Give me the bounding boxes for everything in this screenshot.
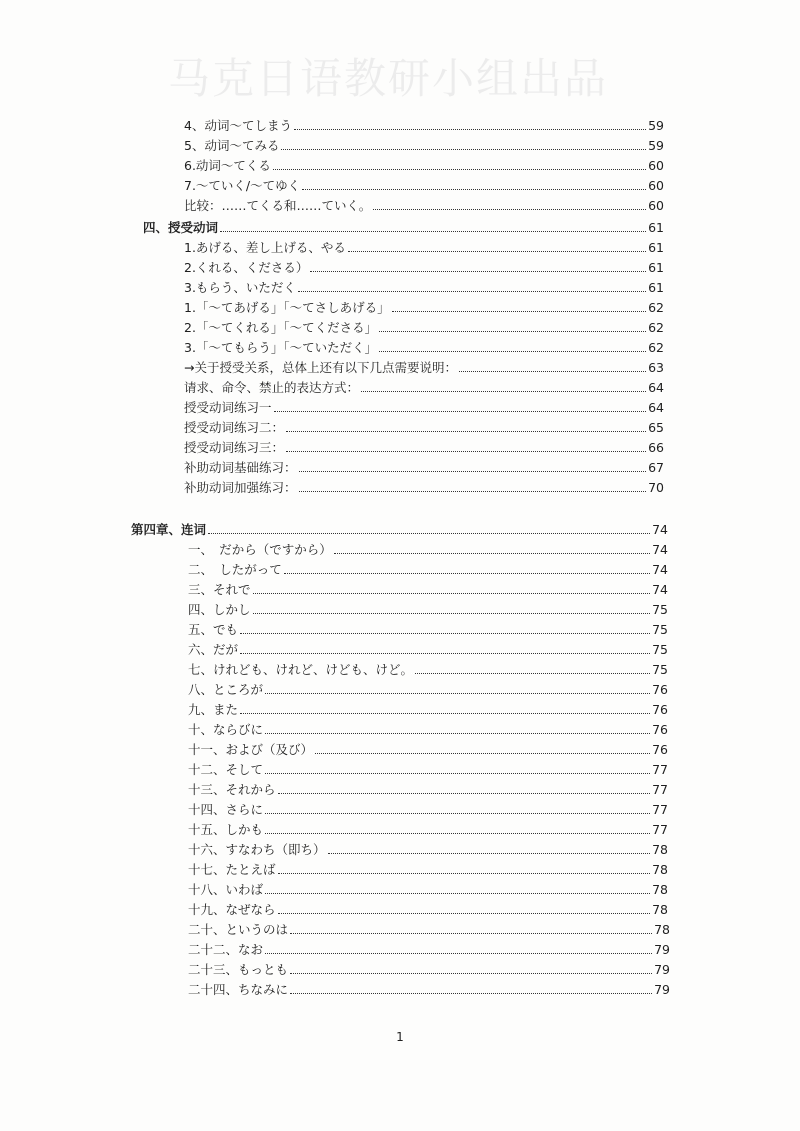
toc-entry bbox=[184, 436, 664, 456]
toc-entry-page: 62 bbox=[648, 320, 664, 335]
toc-entry-page: 78 bbox=[652, 862, 668, 877]
toc-entry bbox=[184, 476, 664, 496]
toc-dot-leader bbox=[253, 593, 651, 594]
toc-dot-leader bbox=[294, 129, 646, 130]
toc-entry bbox=[188, 778, 668, 798]
toc-entry-label: 2.「～てくれる」「～てくださる」 bbox=[184, 320, 378, 335]
toc-entry bbox=[188, 738, 668, 758]
toc-entry-page: 78 bbox=[654, 922, 670, 937]
toc-dot-leader bbox=[290, 973, 652, 974]
toc-entry-label: 7.～ていく/～てゆく bbox=[184, 178, 301, 193]
toc-entry-label: 二十四、ちなみに bbox=[188, 982, 289, 997]
toc-entry-page: 62 bbox=[648, 340, 664, 355]
toc-dot-leader bbox=[290, 933, 652, 934]
toc-entry-label: 3.「～てもらう」「～ていただく」 bbox=[184, 340, 378, 355]
toc-entry-page: 79 bbox=[654, 982, 670, 997]
toc-entry-page: 61 bbox=[648, 260, 664, 275]
toc-entry bbox=[184, 396, 664, 416]
toc-entry bbox=[188, 598, 668, 618]
toc-entry-page: 74 bbox=[652, 522, 668, 537]
toc-dot-leader bbox=[373, 209, 646, 210]
toc-dot-leader bbox=[278, 873, 651, 874]
toc-entry-label: 二十、というのは bbox=[188, 922, 289, 937]
toc-dot-leader bbox=[265, 813, 650, 814]
toc-entry-label: 第四章、连词 bbox=[131, 522, 207, 537]
toc-dot-leader bbox=[265, 953, 652, 954]
toc-entry bbox=[184, 376, 664, 396]
toc-entry-page: 65 bbox=[648, 420, 664, 435]
toc-dot-leader bbox=[240, 713, 650, 714]
toc-entry-label: 十二、そして bbox=[188, 762, 264, 777]
toc-dot-leader bbox=[298, 291, 646, 292]
toc-entry bbox=[188, 818, 668, 838]
toc-entry-page: 79 bbox=[654, 962, 670, 977]
toc-entry bbox=[188, 898, 668, 918]
toc-dot-leader bbox=[265, 773, 650, 774]
toc-entry bbox=[188, 558, 668, 578]
toc-entry-label: 十五、しかも bbox=[188, 822, 264, 837]
toc-entry bbox=[184, 256, 664, 276]
toc-entry-label: 十九、なぜなら bbox=[188, 902, 276, 917]
toc-entry-page: 67 bbox=[648, 460, 664, 475]
toc-entry bbox=[184, 174, 664, 194]
toc-entry bbox=[188, 878, 668, 898]
toc-entry-label: 十一、および（及び） bbox=[188, 742, 314, 757]
toc-entry-page: 78 bbox=[652, 902, 668, 917]
toc-entry-label: 比较：……てくる和……ていく。 bbox=[184, 198, 372, 213]
toc-dot-leader bbox=[459, 371, 646, 372]
toc-entry bbox=[188, 758, 668, 778]
toc-entry-label: →关于授受关系，总体上还有以下几点需要说明： bbox=[184, 360, 457, 375]
toc-dot-leader bbox=[379, 351, 646, 352]
toc-entry bbox=[188, 958, 670, 978]
toc-dot-leader bbox=[284, 573, 650, 574]
watermark-text: 马克日语教研小组出品 bbox=[168, 54, 609, 103]
toc-entry-page: 64 bbox=[648, 400, 664, 415]
toc-entry-label: 4、动词～てしまう bbox=[184, 118, 292, 133]
toc-entry-label: 请求、命令、禁止的表达方式： bbox=[184, 380, 360, 395]
toc-entry-label: 二十三、もっとも bbox=[188, 962, 289, 977]
toc-entry bbox=[188, 638, 668, 658]
toc-entry-label: 1.「～てあげる」「～てさしあげる」 bbox=[184, 300, 390, 315]
toc-dot-leader bbox=[274, 411, 647, 412]
toc-entry bbox=[188, 938, 670, 958]
toc-entry-page: 74 bbox=[652, 562, 668, 577]
toc-dot-leader bbox=[302, 189, 646, 190]
toc-entry bbox=[188, 798, 668, 818]
toc-dot-leader bbox=[265, 733, 650, 734]
toc-entry bbox=[188, 918, 670, 938]
toc-entry bbox=[131, 518, 668, 538]
toc-entry-label: 一、 だから（ですから） bbox=[188, 542, 332, 557]
toc-entry bbox=[188, 538, 668, 558]
toc-entry-page: 75 bbox=[652, 662, 668, 677]
toc-entry-page: 62 bbox=[648, 300, 664, 315]
toc-entry-label: 九、また bbox=[188, 702, 239, 717]
toc-entry-page: 59 bbox=[648, 118, 664, 133]
toc-dot-leader bbox=[208, 533, 650, 534]
toc-entry-label: 补助动词基础练习： bbox=[184, 460, 297, 475]
toc-dot-leader bbox=[265, 893, 650, 894]
toc-entry-page: 59 bbox=[648, 138, 664, 153]
toc-entry-label: 四、しかし bbox=[188, 602, 251, 617]
toc-entry-label: 十、ならびに bbox=[188, 722, 264, 737]
toc-entry-page: 61 bbox=[648, 280, 664, 295]
toc-entry-page: 61 bbox=[648, 220, 664, 235]
toc-entry bbox=[143, 216, 664, 236]
toc-entry bbox=[184, 316, 664, 336]
toc-entry-page: 78 bbox=[652, 842, 668, 857]
toc-entry bbox=[188, 718, 668, 738]
toc-entry-label: 二十二、なお bbox=[188, 942, 264, 957]
toc-dot-leader bbox=[240, 653, 650, 654]
toc-entry bbox=[184, 416, 664, 436]
toc-entry-label: 2.くれる、くださる） bbox=[184, 260, 309, 275]
toc-entry-page: 78 bbox=[652, 882, 668, 897]
toc-entry-label: 补助动词加强练习： bbox=[184, 480, 297, 495]
toc-dot-leader bbox=[286, 451, 646, 452]
toc-dot-leader bbox=[328, 853, 651, 854]
toc-entry-page: 66 bbox=[648, 440, 664, 455]
toc-dot-leader bbox=[348, 251, 646, 252]
toc-dot-leader bbox=[220, 231, 646, 232]
toc-entry bbox=[188, 658, 668, 678]
toc-entry bbox=[184, 296, 664, 316]
toc-entry-page: 76 bbox=[652, 702, 668, 717]
toc-entry-page: 76 bbox=[652, 682, 668, 697]
toc-dot-leader bbox=[278, 793, 651, 794]
toc-entry bbox=[188, 858, 668, 878]
toc-dot-leader bbox=[299, 471, 647, 472]
toc-entry-page: 79 bbox=[654, 942, 670, 957]
toc-entry-label: 三、それで bbox=[188, 582, 251, 597]
toc-dot-leader bbox=[310, 271, 646, 272]
toc-entry bbox=[188, 698, 668, 718]
toc-entry-label: 四、授受动词 bbox=[143, 220, 219, 235]
toc-entry bbox=[184, 456, 664, 476]
toc-entry-page: 64 bbox=[648, 380, 664, 395]
toc-entry-page: 75 bbox=[652, 602, 668, 617]
toc-dot-leader bbox=[361, 391, 646, 392]
toc-entry-label: 5、动词～てみる bbox=[184, 138, 280, 153]
toc-entry bbox=[188, 618, 668, 638]
toc-dot-leader bbox=[281, 149, 646, 150]
toc-dot-leader bbox=[299, 491, 647, 492]
toc-entry bbox=[184, 276, 664, 296]
toc-entry-page: 77 bbox=[652, 802, 668, 817]
toc-entry-page: 77 bbox=[652, 822, 668, 837]
toc-entry-page: 76 bbox=[652, 722, 668, 737]
toc-entry bbox=[184, 336, 664, 356]
toc-dot-leader bbox=[315, 753, 650, 754]
toc-entry-page: 77 bbox=[652, 782, 668, 797]
toc-dot-leader bbox=[278, 913, 651, 914]
toc-entry-page: 61 bbox=[648, 240, 664, 255]
toc-entry bbox=[184, 134, 664, 154]
toc-entry-page: 60 bbox=[648, 198, 664, 213]
toc-entry-label: 十七、たとえば bbox=[188, 862, 276, 877]
toc-entry bbox=[188, 978, 670, 998]
toc-dot-leader bbox=[265, 833, 650, 834]
toc-entry-label: 十三、それから bbox=[188, 782, 276, 797]
toc-entry-label: 五、でも bbox=[188, 622, 239, 637]
toc-entry bbox=[188, 678, 668, 698]
toc-entry bbox=[184, 114, 664, 134]
toc-dot-leader bbox=[334, 553, 650, 554]
toc-entry bbox=[188, 578, 668, 598]
toc-entry-label: 授受动词练习三： bbox=[184, 440, 285, 455]
toc-dot-leader bbox=[290, 993, 652, 994]
toc-dot-leader bbox=[265, 693, 650, 694]
toc-entry-label: 八、ところが bbox=[188, 682, 264, 697]
toc-entry-label: 6.动词～てくる bbox=[184, 158, 271, 173]
toc-entry-page: 70 bbox=[648, 480, 664, 495]
toc-entry-page: 63 bbox=[648, 360, 664, 375]
toc-dot-leader bbox=[392, 311, 646, 312]
toc-entry-page: 60 bbox=[648, 178, 664, 193]
toc-entry-page: 75 bbox=[652, 622, 668, 637]
toc-entry-page: 75 bbox=[652, 642, 668, 657]
toc-entry bbox=[184, 236, 664, 256]
toc-entry-label: 七、けれども、けれど、けども、けど。 bbox=[188, 662, 414, 677]
toc-entry-page: 74 bbox=[652, 582, 668, 597]
toc-entry-label: 3.もらう、いただく bbox=[184, 280, 296, 295]
toc-entry-page: 77 bbox=[652, 762, 668, 777]
toc-entry-label: 六、だが bbox=[188, 642, 239, 657]
toc-entry-label: 授受动词练习一 bbox=[184, 400, 272, 415]
toc-entry-label: 1.あげる、差し上げる、やる bbox=[184, 240, 346, 255]
toc-entry-label: 十八、いわば bbox=[188, 882, 264, 897]
toc-dot-leader bbox=[240, 633, 650, 634]
page-number: 1 bbox=[396, 1030, 404, 1044]
toc-entry-page: 60 bbox=[648, 158, 664, 173]
toc-dot-leader bbox=[379, 331, 646, 332]
toc-entry bbox=[184, 154, 664, 174]
toc-entry-label: 授受动词练习二： bbox=[184, 420, 285, 435]
toc-dot-leader bbox=[253, 613, 651, 614]
toc-entry-page: 76 bbox=[652, 742, 668, 757]
toc-entry-page: 74 bbox=[652, 542, 668, 557]
toc-entry-label: 十六、すなわち（即ち） bbox=[188, 842, 326, 857]
toc-entry bbox=[184, 356, 664, 376]
toc-entry-label: 二、 したがって bbox=[188, 562, 282, 577]
toc-dot-leader bbox=[286, 431, 646, 432]
toc-entry bbox=[184, 194, 664, 214]
toc-dot-leader bbox=[415, 673, 650, 674]
toc-dot-leader bbox=[273, 169, 646, 170]
toc-entry bbox=[188, 838, 668, 858]
toc-entry-label: 十四、さらに bbox=[188, 802, 264, 817]
